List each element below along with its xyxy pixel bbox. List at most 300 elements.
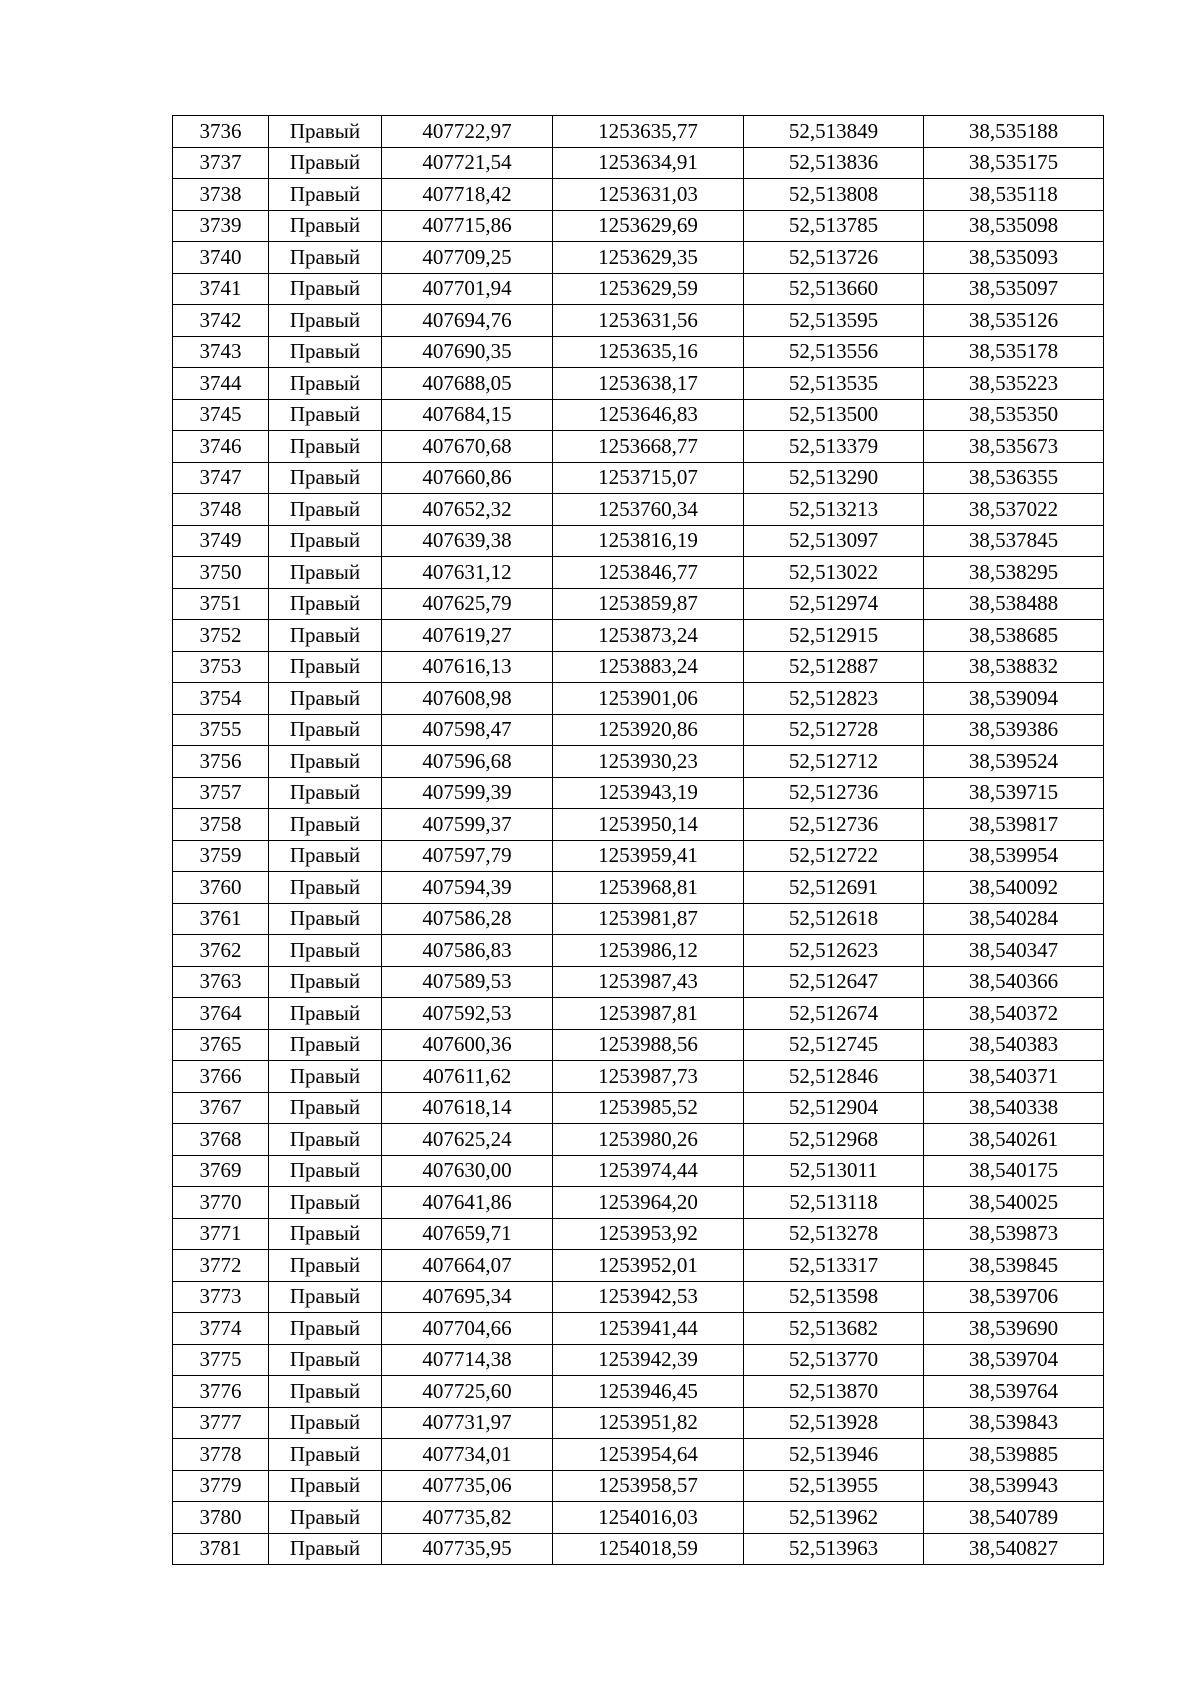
x-coordinate-cell: 407597,79 — [382, 840, 553, 872]
y-coordinate-cell: 1253987,81 — [553, 998, 744, 1030]
latitude-cell: 52,513962 — [744, 1502, 924, 1534]
latitude-cell: 52,513317 — [744, 1250, 924, 1282]
point-number-cell: 3744 — [173, 368, 269, 400]
x-coordinate-cell: 407725,60 — [382, 1376, 553, 1408]
longitude-cell: 38,535126 — [924, 305, 1104, 337]
table-row — [173, 1155, 1104, 1187]
latitude-cell: 52,513097 — [744, 525, 924, 557]
longitude-cell: 38,535175 — [924, 147, 1104, 179]
side-cell: Правый — [269, 210, 382, 242]
latitude-cell: 52,512904 — [744, 1092, 924, 1124]
y-coordinate-cell: 1253985,52 — [553, 1092, 744, 1124]
point-number-cell: 3749 — [173, 525, 269, 557]
latitude-cell: 52,513535 — [744, 368, 924, 400]
longitude-cell: 38,539873 — [924, 1218, 1104, 1250]
table-row — [173, 1376, 1104, 1408]
latitude-cell: 52,512736 — [744, 809, 924, 841]
x-coordinate-cell: 407592,53 — [382, 998, 553, 1030]
longitude-cell: 38,535350 — [924, 399, 1104, 431]
side-cell: Правый — [269, 1092, 382, 1124]
side-cell: Правый — [269, 462, 382, 494]
point-number-cell: 3748 — [173, 494, 269, 526]
y-coordinate-cell: 1253987,43 — [553, 966, 744, 998]
latitude-cell: 52,513290 — [744, 462, 924, 494]
y-coordinate-cell: 1253901,06 — [553, 683, 744, 715]
point-number-cell: 3742 — [173, 305, 269, 337]
latitude-cell: 52,513870 — [744, 1376, 924, 1408]
latitude-cell: 52,513118 — [744, 1187, 924, 1219]
y-coordinate-cell: 1253942,53 — [553, 1281, 744, 1313]
latitude-cell: 52,513213 — [744, 494, 924, 526]
y-coordinate-cell: 1253974,44 — [553, 1155, 744, 1187]
side-cell: Правый — [269, 494, 382, 526]
x-coordinate-cell: 407701,94 — [382, 273, 553, 305]
side-cell: Правый — [269, 1533, 382, 1565]
y-coordinate-cell: 1253968,81 — [553, 872, 744, 904]
longitude-cell: 38,539094 — [924, 683, 1104, 715]
side-cell: Правый — [269, 1344, 382, 1376]
table-row — [173, 242, 1104, 274]
table-row — [173, 1218, 1104, 1250]
x-coordinate-cell: 407630,00 — [382, 1155, 553, 1187]
latitude-cell: 52,513770 — [744, 1344, 924, 1376]
point-number-cell: 3774 — [173, 1313, 269, 1345]
longitude-cell: 38,540789 — [924, 1502, 1104, 1534]
side-cell: Правый — [269, 620, 382, 652]
side-cell: Правый — [269, 683, 382, 715]
point-number-cell: 3737 — [173, 147, 269, 179]
longitude-cell: 38,539954 — [924, 840, 1104, 872]
point-number-cell: 3751 — [173, 588, 269, 620]
x-coordinate-cell: 407718,42 — [382, 179, 553, 211]
y-coordinate-cell: 1253629,35 — [553, 242, 744, 274]
x-coordinate-cell: 407714,38 — [382, 1344, 553, 1376]
point-number-cell: 3773 — [173, 1281, 269, 1313]
latitude-cell: 52,512712 — [744, 746, 924, 778]
point-number-cell: 3760 — [173, 872, 269, 904]
x-coordinate-cell: 407619,27 — [382, 620, 553, 652]
point-number-cell: 3780 — [173, 1502, 269, 1534]
side-cell: Правый — [269, 588, 382, 620]
table-row — [173, 1502, 1104, 1534]
longitude-cell: 38,539817 — [924, 809, 1104, 841]
table-row — [173, 777, 1104, 809]
point-number-cell: 3758 — [173, 809, 269, 841]
longitude-cell: 38,535093 — [924, 242, 1104, 274]
longitude-cell: 38,540366 — [924, 966, 1104, 998]
point-number-cell: 3761 — [173, 903, 269, 935]
side-cell: Правый — [269, 714, 382, 746]
y-coordinate-cell: 1253946,45 — [553, 1376, 744, 1408]
coordinates-table — [172, 115, 1104, 1565]
side-cell: Правый — [269, 525, 382, 557]
point-number-cell: 3757 — [173, 777, 269, 809]
y-coordinate-cell: 1253987,73 — [553, 1061, 744, 1093]
point-number-cell: 3738 — [173, 179, 269, 211]
y-coordinate-cell: 1253981,87 — [553, 903, 744, 935]
table-row — [173, 399, 1104, 431]
side-cell: Правый — [269, 1061, 382, 1093]
latitude-cell: 52,512618 — [744, 903, 924, 935]
table-row — [173, 746, 1104, 778]
latitude-cell: 52,512691 — [744, 872, 924, 904]
x-coordinate-cell: 407709,25 — [382, 242, 553, 274]
side-cell: Правый — [269, 746, 382, 778]
longitude-cell: 38,535118 — [924, 179, 1104, 211]
longitude-cell: 38,538488 — [924, 588, 1104, 620]
latitude-cell: 52,513598 — [744, 1281, 924, 1313]
table-row — [173, 651, 1104, 683]
y-coordinate-cell: 1253954,64 — [553, 1439, 744, 1471]
longitude-cell: 38,537022 — [924, 494, 1104, 526]
y-coordinate-cell: 1253635,16 — [553, 336, 744, 368]
side-cell: Правый — [269, 935, 382, 967]
y-coordinate-cell: 1253859,87 — [553, 588, 744, 620]
point-number-cell: 3736 — [173, 116, 269, 148]
latitude-cell: 52,512722 — [744, 840, 924, 872]
x-coordinate-cell: 407715,86 — [382, 210, 553, 242]
table-row — [173, 1250, 1104, 1282]
table-row — [173, 1344, 1104, 1376]
point-number-cell: 3775 — [173, 1344, 269, 1376]
x-coordinate-cell: 407670,68 — [382, 431, 553, 463]
longitude-cell: 38,539690 — [924, 1313, 1104, 1345]
latitude-cell: 52,513955 — [744, 1470, 924, 1502]
table-row — [173, 431, 1104, 463]
y-coordinate-cell: 1253816,19 — [553, 525, 744, 557]
point-number-cell: 3752 — [173, 620, 269, 652]
x-coordinate-cell: 407660,86 — [382, 462, 553, 494]
x-coordinate-cell: 407652,32 — [382, 494, 553, 526]
latitude-cell: 52,513946 — [744, 1439, 924, 1471]
x-coordinate-cell: 407731,97 — [382, 1407, 553, 1439]
point-number-cell: 3765 — [173, 1029, 269, 1061]
x-coordinate-cell: 407735,95 — [382, 1533, 553, 1565]
table-row — [173, 1439, 1104, 1471]
side-cell: Правый — [269, 273, 382, 305]
point-number-cell: 3750 — [173, 557, 269, 589]
y-coordinate-cell: 1253634,91 — [553, 147, 744, 179]
x-coordinate-cell: 407639,38 — [382, 525, 553, 557]
side-cell: Правый — [269, 651, 382, 683]
table-row — [173, 525, 1104, 557]
x-coordinate-cell: 407596,68 — [382, 746, 553, 778]
side-cell: Правый — [269, 1470, 382, 1502]
side-cell: Правый — [269, 1187, 382, 1219]
table-row — [173, 210, 1104, 242]
latitude-cell: 52,513278 — [744, 1218, 924, 1250]
table-row — [173, 557, 1104, 589]
table-row — [173, 966, 1104, 998]
x-coordinate-cell: 407722,97 — [382, 116, 553, 148]
y-coordinate-cell: 1253646,83 — [553, 399, 744, 431]
x-coordinate-cell: 407611,62 — [382, 1061, 553, 1093]
table-row — [173, 1187, 1104, 1219]
latitude-cell: 52,512745 — [744, 1029, 924, 1061]
x-coordinate-cell: 407721,54 — [382, 147, 553, 179]
x-coordinate-cell: 407659,71 — [382, 1218, 553, 1250]
table-row — [173, 683, 1104, 715]
table-row — [173, 809, 1104, 841]
table-row — [173, 494, 1104, 526]
y-coordinate-cell: 1253943,19 — [553, 777, 744, 809]
point-number-cell: 3769 — [173, 1155, 269, 1187]
point-number-cell: 3771 — [173, 1218, 269, 1250]
point-number-cell: 3764 — [173, 998, 269, 1030]
side-cell: Правый — [269, 431, 382, 463]
longitude-cell: 38,538832 — [924, 651, 1104, 683]
longitude-cell: 38,535673 — [924, 431, 1104, 463]
longitude-cell: 38,540175 — [924, 1155, 1104, 1187]
latitude-cell: 52,512674 — [744, 998, 924, 1030]
side-cell: Правый — [269, 399, 382, 431]
x-coordinate-cell: 407586,83 — [382, 935, 553, 967]
table-row — [173, 840, 1104, 872]
table-row — [173, 714, 1104, 746]
x-coordinate-cell: 407608,98 — [382, 683, 553, 715]
side-cell: Правый — [269, 777, 382, 809]
latitude-cell: 52,513379 — [744, 431, 924, 463]
longitude-cell: 38,539764 — [924, 1376, 1104, 1408]
point-number-cell: 3781 — [173, 1533, 269, 1565]
longitude-cell: 38,540338 — [924, 1092, 1104, 1124]
y-coordinate-cell: 1253883,24 — [553, 651, 744, 683]
y-coordinate-cell: 1253638,17 — [553, 368, 744, 400]
y-coordinate-cell: 1253953,92 — [553, 1218, 744, 1250]
side-cell: Правый — [269, 1250, 382, 1282]
y-coordinate-cell: 1253760,34 — [553, 494, 744, 526]
point-number-cell: 3746 — [173, 431, 269, 463]
latitude-cell: 52,512728 — [744, 714, 924, 746]
side-cell: Правый — [269, 368, 382, 400]
latitude-cell: 52,513660 — [744, 273, 924, 305]
longitude-cell: 38,535188 — [924, 116, 1104, 148]
longitude-cell: 38,539885 — [924, 1439, 1104, 1471]
y-coordinate-cell: 1253942,39 — [553, 1344, 744, 1376]
longitude-cell: 38,535098 — [924, 210, 1104, 242]
longitude-cell: 38,540827 — [924, 1533, 1104, 1565]
side-cell: Правый — [269, 1155, 382, 1187]
point-number-cell: 3745 — [173, 399, 269, 431]
x-coordinate-cell: 407586,28 — [382, 903, 553, 935]
point-number-cell: 3755 — [173, 714, 269, 746]
side-cell: Правый — [269, 966, 382, 998]
latitude-cell: 52,513556 — [744, 336, 924, 368]
y-coordinate-cell: 1253635,77 — [553, 116, 744, 148]
point-number-cell: 3768 — [173, 1124, 269, 1156]
side-cell: Правый — [269, 840, 382, 872]
table-row — [173, 336, 1104, 368]
table-row — [173, 116, 1104, 148]
longitude-cell: 38,535178 — [924, 336, 1104, 368]
y-coordinate-cell: 1253959,41 — [553, 840, 744, 872]
y-coordinate-cell: 1253668,77 — [553, 431, 744, 463]
x-coordinate-cell: 407735,82 — [382, 1502, 553, 1534]
side-cell: Правый — [269, 1029, 382, 1061]
table-row — [173, 1061, 1104, 1093]
latitude-cell: 52,513682 — [744, 1313, 924, 1345]
point-number-cell: 3762 — [173, 935, 269, 967]
x-coordinate-cell: 407594,39 — [382, 872, 553, 904]
side-cell: Правый — [269, 872, 382, 904]
point-number-cell: 3777 — [173, 1407, 269, 1439]
latitude-cell: 52,513500 — [744, 399, 924, 431]
longitude-cell: 38,539706 — [924, 1281, 1104, 1313]
y-coordinate-cell: 1253980,26 — [553, 1124, 744, 1156]
x-coordinate-cell: 407589,53 — [382, 966, 553, 998]
longitude-cell: 38,538295 — [924, 557, 1104, 589]
table-row — [173, 1313, 1104, 1345]
longitude-cell: 38,540371 — [924, 1061, 1104, 1093]
side-cell: Правый — [269, 305, 382, 337]
y-coordinate-cell: 1253629,69 — [553, 210, 744, 242]
table-row — [173, 1533, 1104, 1565]
point-number-cell: 3779 — [173, 1470, 269, 1502]
longitude-cell: 38,539704 — [924, 1344, 1104, 1376]
x-coordinate-cell: 407618,14 — [382, 1092, 553, 1124]
x-coordinate-cell: 407641,86 — [382, 1187, 553, 1219]
x-coordinate-cell: 407695,34 — [382, 1281, 553, 1313]
latitude-cell: 52,513928 — [744, 1407, 924, 1439]
table-row — [173, 588, 1104, 620]
point-number-cell: 3754 — [173, 683, 269, 715]
y-coordinate-cell: 1253988,56 — [553, 1029, 744, 1061]
longitude-cell: 38,540261 — [924, 1124, 1104, 1156]
latitude-cell: 52,513836 — [744, 147, 924, 179]
longitude-cell: 38,535223 — [924, 368, 1104, 400]
table-row — [173, 179, 1104, 211]
x-coordinate-cell: 407664,07 — [382, 1250, 553, 1282]
side-cell: Правый — [269, 147, 382, 179]
point-number-cell: 3763 — [173, 966, 269, 998]
longitude-cell: 38,537845 — [924, 525, 1104, 557]
y-coordinate-cell: 1253846,77 — [553, 557, 744, 589]
longitude-cell: 38,540372 — [924, 998, 1104, 1030]
x-coordinate-cell: 407704,66 — [382, 1313, 553, 1345]
x-coordinate-cell: 407625,24 — [382, 1124, 553, 1156]
y-coordinate-cell: 1254018,59 — [553, 1533, 744, 1565]
latitude-cell: 52,512736 — [744, 777, 924, 809]
x-coordinate-cell: 407690,35 — [382, 336, 553, 368]
longitude-cell: 38,535097 — [924, 273, 1104, 305]
point-number-cell: 3767 — [173, 1092, 269, 1124]
y-coordinate-cell: 1253952,01 — [553, 1250, 744, 1282]
side-cell: Правый — [269, 1281, 382, 1313]
side-cell: Правый — [269, 903, 382, 935]
point-number-cell: 3766 — [173, 1061, 269, 1093]
longitude-cell: 38,540025 — [924, 1187, 1104, 1219]
side-cell: Правый — [269, 1218, 382, 1250]
latitude-cell: 52,512647 — [744, 966, 924, 998]
point-number-cell: 3753 — [173, 651, 269, 683]
table-row — [173, 1281, 1104, 1313]
side-cell: Правый — [269, 1439, 382, 1471]
longitude-cell: 38,540347 — [924, 935, 1104, 967]
table-row — [173, 1029, 1104, 1061]
point-number-cell: 3740 — [173, 242, 269, 274]
table-row — [173, 1407, 1104, 1439]
latitude-cell: 52,513808 — [744, 179, 924, 211]
latitude-cell: 52,513785 — [744, 210, 924, 242]
latitude-cell: 52,512915 — [744, 620, 924, 652]
latitude-cell: 52,512974 — [744, 588, 924, 620]
latitude-cell: 52,513726 — [744, 242, 924, 274]
latitude-cell: 52,512846 — [744, 1061, 924, 1093]
y-coordinate-cell: 1254016,03 — [553, 1502, 744, 1534]
y-coordinate-cell: 1253631,56 — [553, 305, 744, 337]
table-row — [173, 273, 1104, 305]
side-cell: Правый — [269, 1376, 382, 1408]
point-number-cell: 3756 — [173, 746, 269, 778]
longitude-cell: 38,539715 — [924, 777, 1104, 809]
longitude-cell: 38,540383 — [924, 1029, 1104, 1061]
table-row — [173, 368, 1104, 400]
point-number-cell: 3778 — [173, 1439, 269, 1471]
side-cell: Правый — [269, 998, 382, 1030]
point-number-cell: 3743 — [173, 336, 269, 368]
table-row — [173, 903, 1104, 935]
y-coordinate-cell: 1253951,82 — [553, 1407, 744, 1439]
point-number-cell: 3759 — [173, 840, 269, 872]
latitude-cell: 52,513595 — [744, 305, 924, 337]
point-number-cell: 3776 — [173, 1376, 269, 1408]
x-coordinate-cell: 407599,37 — [382, 809, 553, 841]
side-cell: Правый — [269, 1124, 382, 1156]
y-coordinate-cell: 1253629,59 — [553, 273, 744, 305]
y-coordinate-cell: 1253631,03 — [553, 179, 744, 211]
latitude-cell: 52,513011 — [744, 1155, 924, 1187]
point-number-cell: 3770 — [173, 1187, 269, 1219]
y-coordinate-cell: 1253986,12 — [553, 935, 744, 967]
x-coordinate-cell: 407631,12 — [382, 557, 553, 589]
x-coordinate-cell: 407599,39 — [382, 777, 553, 809]
point-number-cell: 3747 — [173, 462, 269, 494]
side-cell: Правый — [269, 1502, 382, 1534]
side-cell: Правый — [269, 1313, 382, 1345]
point-number-cell: 3772 — [173, 1250, 269, 1282]
side-cell: Правый — [269, 179, 382, 211]
point-number-cell: 3739 — [173, 210, 269, 242]
table-row — [173, 1092, 1104, 1124]
side-cell: Правый — [269, 336, 382, 368]
table-row — [173, 998, 1104, 1030]
side-cell: Правый — [269, 557, 382, 589]
longitude-cell: 38,536355 — [924, 462, 1104, 494]
table-row — [173, 620, 1104, 652]
latitude-cell: 52,513849 — [744, 116, 924, 148]
y-coordinate-cell: 1253873,24 — [553, 620, 744, 652]
x-coordinate-cell: 407684,15 — [382, 399, 553, 431]
side-cell: Правый — [269, 1407, 382, 1439]
latitude-cell: 52,513963 — [744, 1533, 924, 1565]
table-row — [173, 1470, 1104, 1502]
longitude-cell: 38,539845 — [924, 1250, 1104, 1282]
latitude-cell: 52,512968 — [744, 1124, 924, 1156]
y-coordinate-cell: 1253920,86 — [553, 714, 744, 746]
latitude-cell: 52,512823 — [744, 683, 924, 715]
table-row — [173, 935, 1104, 967]
point-number-cell: 3741 — [173, 273, 269, 305]
y-coordinate-cell: 1253950,14 — [553, 809, 744, 841]
y-coordinate-cell: 1253930,23 — [553, 746, 744, 778]
latitude-cell: 52,513022 — [744, 557, 924, 589]
y-coordinate-cell: 1253964,20 — [553, 1187, 744, 1219]
longitude-cell: 38,539386 — [924, 714, 1104, 746]
longitude-cell: 38,539843 — [924, 1407, 1104, 1439]
x-coordinate-cell: 407600,36 — [382, 1029, 553, 1061]
table-row — [173, 1124, 1104, 1156]
table-row — [173, 462, 1104, 494]
